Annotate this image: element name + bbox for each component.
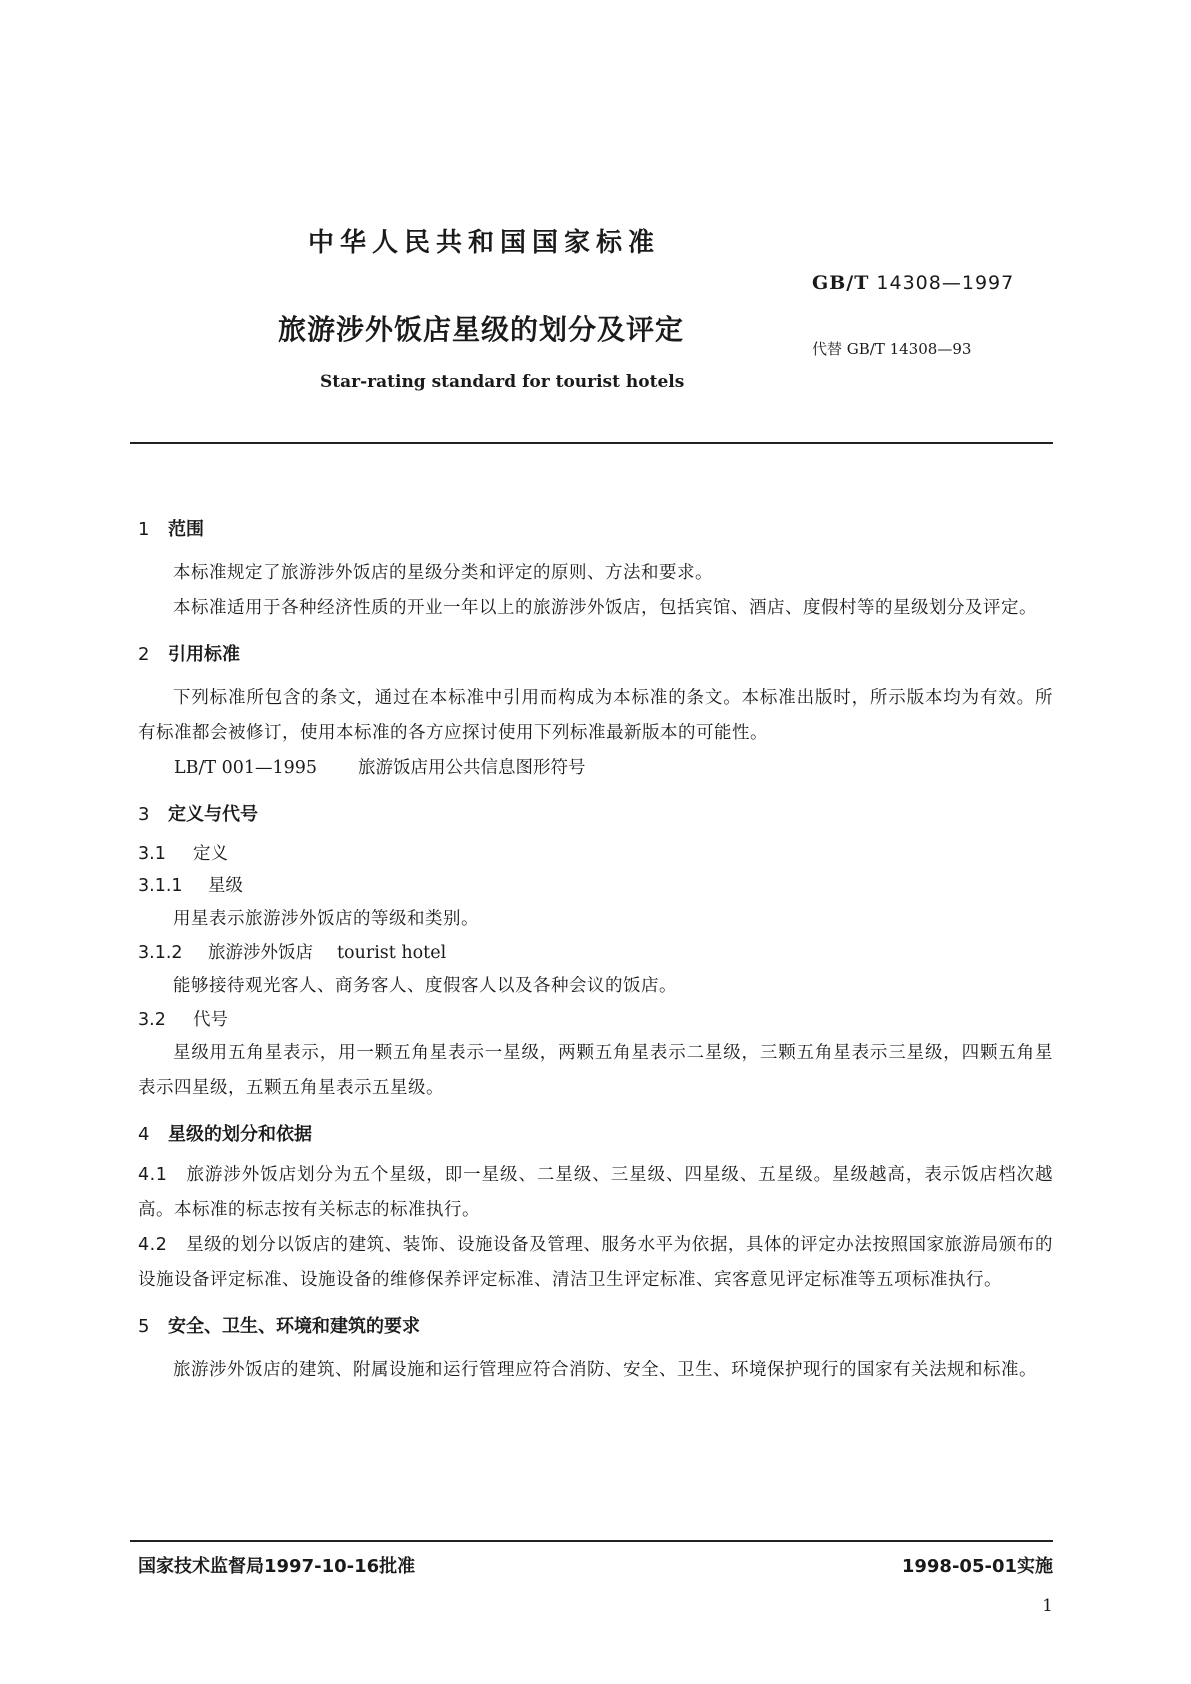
standard-code-prefix: GB/T [812,272,870,294]
subsection-heading [138,870,1053,902]
paragraph: 旅游涉外饭店的建筑、附属设施和运行管理应符合消防、安全、卫生、环境保护现行的国家有关法规和标准。 [173,1360,1037,1380]
paragraph: 能够接待观光客人、商务客人、度假客人以及各种会议的饭店。 [173,976,677,996]
clause [138,1228,1053,1298]
section-scope [138,515,1053,626]
header-divider [130,442,1053,444]
page-number: 1 [1042,1596,1053,1616]
subsection-heading [138,1004,1053,1036]
subsection-number: 3.2 [138,1010,166,1030]
section-requirements [138,1312,1053,1388]
subsection-number: 3.1.2 [138,943,183,963]
section-number: 4 [138,1124,150,1145]
section-heading [138,800,1053,826]
paragraph: 用星表示旅游涉外饭店的等级和类别。 [173,909,479,929]
section-definitions [138,800,1053,1106]
subsection-heading [138,838,1053,870]
standard-code-number: 14308—1997 [876,272,1015,294]
subsection-title: 定义 [193,844,228,864]
replaces-standard: 代替 GB/T 14308—93 [812,340,972,358]
footer-divider [130,1540,1053,1542]
implementation-date: 1998-05-01实施 [901,1556,1053,1577]
section-normative-references [138,640,1053,786]
approval-date: 国家技术监督局1997-10-16批准 [138,1556,416,1577]
section-title: 范围 [168,519,204,540]
subsection-number: 3.1.1 [138,876,183,896]
paragraph: 本标准适用于各种经济性质的开业一年以上的旅游涉外饭店，包括宾馆、酒店、度假村等的星级划分及评定。 [173,598,1037,618]
section-number: 2 [138,644,150,665]
subsection-number: 3.1 [138,844,166,864]
section-classification [138,1120,1053,1298]
section-heading [138,640,1053,666]
reference-item [138,751,1053,786]
section-heading [138,515,1053,541]
document-title-english: Star-rating standard for tourist hotels [320,372,685,392]
section-title: 引用标准 [168,644,240,665]
subsection-title: 旅游涉外饭店 [208,943,313,963]
clause [138,1158,1053,1228]
paragraph: 本标准规定了旅游涉外饭店的星级分类和评定的原则、方法和要求。 [173,563,713,583]
subsection-heading [138,937,1053,969]
document-body [138,515,1053,1388]
reference-title: 旅游饭店用公共信息图形符号 [358,758,586,778]
subsection-title: 星级 [208,876,243,896]
paragraph: 下列标准所包含的条文，通过在本标准中引用而构成为本标准的条文。本标准出版时，所示版本均为有效。所有标准都会被修订，使用本标准的各方应探讨使用下列标准最新版本的可能性。 [138,688,1053,743]
section-title: 星级的划分和依据 [168,1124,312,1145]
section-heading [138,1120,1053,1146]
national-standard-heading: 中华人民共和国国家标准 [308,228,661,258]
paragraph: 星级用五角星表示，用一颗五角星表示一星级，两颗五角星表示二星级，三颗五角星表示三星级，四颗五角星表示四星级，五颗五角星表示五星级。 [138,1043,1053,1098]
standard-code [812,272,1014,294]
section-number: 3 [138,804,150,825]
document-title-chinese: 旅游涉外饭店星级的划分及评定 [278,313,685,346]
section-title: 安全、卫生、环境和建筑的要求 [168,1316,420,1337]
section-title: 定义与代号 [168,804,258,825]
section-number: 5 [138,1316,150,1337]
section-heading [138,1312,1053,1338]
subsection-title: 代号 [193,1010,228,1030]
reference-code: LB/T 001—1995 [174,758,318,778]
clause-number: 4.1 [138,1165,168,1185]
clause-number: 4.2 [138,1235,168,1255]
subsection-title-english: tourist hotel [337,943,447,963]
clause-text: 星级的划分以饭店的建筑、装饰、设施设备及管理、服务水平为依据，具体的评定办法按照国家旅游局颁布的设施设备评定标准、设施设备的维修保养评定标准、清洁卫生评定标准、宾客意见评定标准等五项标准执行。 [138,1235,1053,1290]
section-number: 1 [138,519,150,540]
clause-text: 旅游涉外饭店划分为五个星级，即一星级、二星级、三星级、四星级、五星级。星级越高，表示饭店档次越高。本标准的标志按有关标志的标准执行。 [138,1165,1053,1220]
